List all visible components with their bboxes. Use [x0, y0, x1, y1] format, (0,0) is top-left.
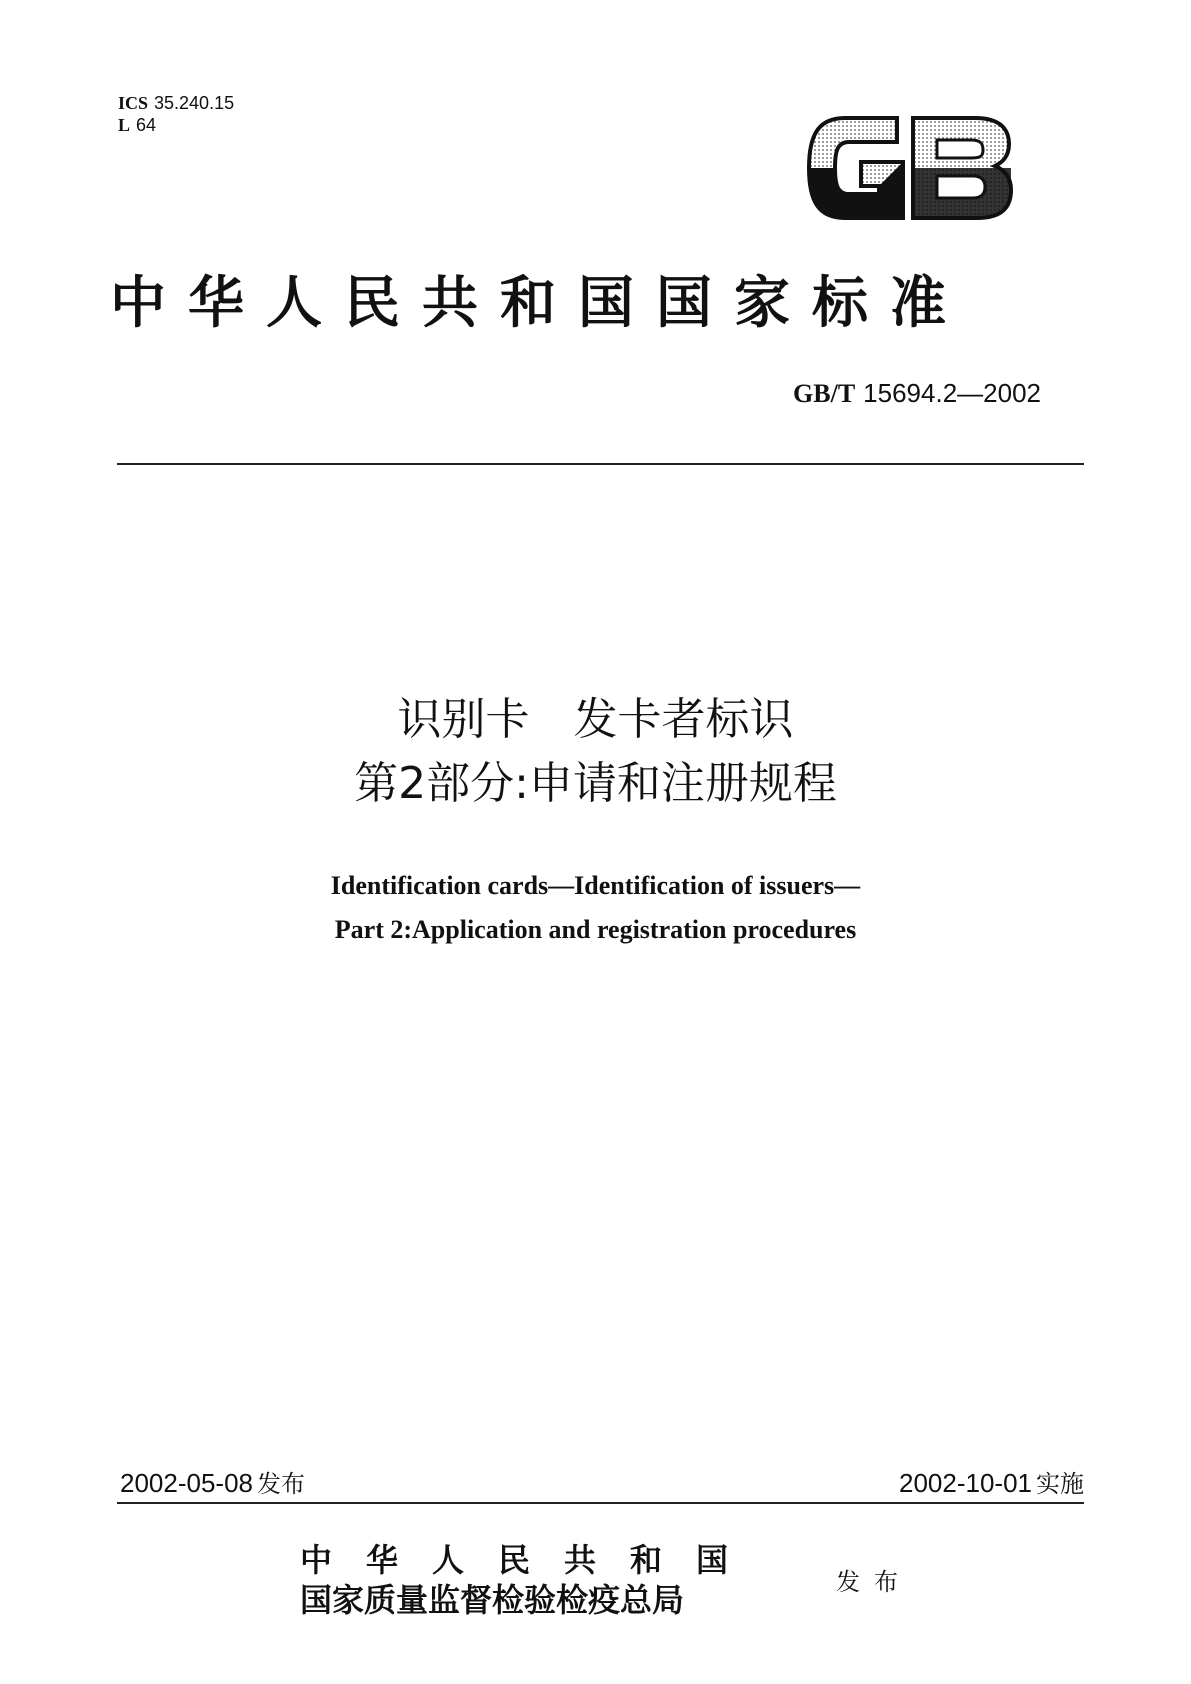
title-en-line-2: Part 2:Application and registration procedures	[334, 915, 857, 944]
national-standard-title: 中华人民共和国国家标准	[110, 270, 968, 336]
effective-date-word: 实施	[1036, 1470, 1084, 1498]
ccs-label: L	[118, 115, 131, 135]
footer-divider	[117, 1502, 1084, 1504]
standard-number-prefix: GB/T	[793, 379, 856, 408]
issuer-line-1: 中华人民共和国	[300, 1541, 763, 1579]
gb-logo	[805, 112, 1015, 224]
ics-label: ICS	[118, 93, 149, 113]
gb-logo-icon	[805, 112, 1015, 224]
title-cn-line-1: 识别卡 发卡者标识	[397, 694, 794, 745]
logo-letter-b	[913, 118, 1011, 218]
ccs-value: 64	[136, 115, 157, 135]
issue-date	[120, 1464, 305, 1499]
header-divider	[117, 463, 1084, 465]
classification-codes	[118, 92, 234, 136]
ics-value: 35.240.15	[154, 93, 235, 113]
effective-date	[899, 1464, 1084, 1499]
title-en-line-1: Identification cards—Identification of issuers—	[330, 871, 861, 900]
logo-letter-g	[809, 118, 903, 218]
publish-word: 发布	[836, 1568, 912, 1596]
standard-number	[793, 378, 1041, 409]
ics-code	[118, 92, 234, 114]
issuer-line-2: 国家质量监督检验检疫总局	[300, 1581, 685, 1619]
issue-date-value: 2002-05-08	[120, 1468, 253, 1498]
title-cn-line-2: 第2部分:申请和注册规程	[354, 758, 837, 809]
standard-number-value: 15694.2—2002	[863, 378, 1041, 408]
issue-date-word: 发布	[257, 1470, 305, 1498]
ccs-code	[118, 114, 234, 136]
effective-date-value: 2002-10-01	[899, 1468, 1032, 1498]
